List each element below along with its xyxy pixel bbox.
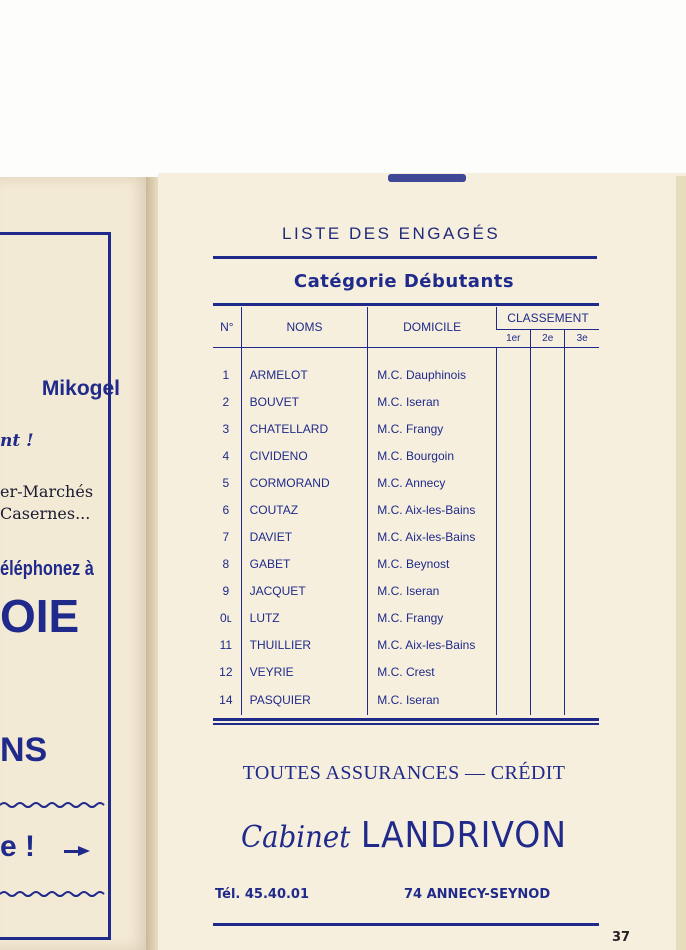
row-number: 12 (219, 664, 233, 679)
row-rank-1 (496, 577, 530, 604)
row-name: COUTAZ (241, 496, 368, 523)
row-number: 11 (219, 637, 233, 652)
table-bottom-rule-1 (213, 718, 599, 721)
row-name: THUILLIER (241, 631, 368, 658)
row-rank-3 (565, 550, 599, 577)
left-ad-e: e ! (0, 830, 36, 863)
row-name: GABET (241, 550, 368, 577)
row-number: 3 (222, 421, 230, 436)
row-number: 5 (222, 475, 230, 490)
row-rank-3 (565, 361, 599, 388)
ad-headline: TOUTES ASSURANCES — CRÉDIT (242, 762, 566, 784)
row-rank-3 (565, 442, 599, 469)
title-rule (213, 256, 597, 259)
row-rank-2 (531, 685, 565, 715)
row-domicile: M.C. Dauphinois (368, 361, 497, 388)
row-name: PASQUIER (241, 685, 368, 715)
table-bottom-rule-2 (213, 723, 599, 725)
row-rank-2 (531, 469, 565, 496)
table-row (213, 550, 599, 577)
row-rank-2 (531, 577, 565, 604)
row-rank-1 (496, 604, 530, 631)
left-ad-oie: OIE (0, 590, 80, 642)
row-name: LUTZ (241, 604, 368, 631)
left-ad-telephonez: éléphonez à (0, 558, 94, 580)
row-rank-2 (531, 361, 565, 388)
left-ad-wave-bottom (0, 890, 105, 898)
left-ad-marches: er-Marchés (0, 482, 94, 501)
left-ad-mikogel: Mikogel (41, 377, 120, 400)
row-name: VEYRIE (241, 658, 368, 685)
row-number: 6 (222, 502, 230, 517)
row-number: 1 (222, 367, 230, 382)
left-ad-slogan: nt ! (0, 431, 34, 451)
row-domicile: M.C. Frangy (368, 604, 497, 631)
row-rank-1 (496, 361, 530, 388)
header-rank-2: 2e (531, 329, 565, 347)
table-row (213, 415, 599, 442)
header-rank-3: 3e (565, 329, 599, 347)
table-row (213, 523, 599, 550)
row-rank-1 (496, 469, 530, 496)
row-rank-3 (565, 631, 599, 658)
row-rank-2 (531, 550, 565, 577)
right-page-edge (676, 176, 686, 950)
row-number: 4 (222, 448, 230, 463)
page-number: 37 (612, 930, 631, 945)
row-number: 7 (222, 529, 230, 544)
header-noms: NOMS (241, 307, 368, 347)
ad-cabinet-last: LANDRIVON (360, 815, 567, 856)
row-rank-1 (496, 631, 530, 658)
row-domicile: M.C. Annecy (368, 469, 497, 496)
row-rank-2 (531, 496, 565, 523)
row-domicile: M.C. Bourgoin (368, 442, 497, 469)
ad-cabinet-name (221, 815, 587, 856)
ad-bottom-rule (213, 923, 599, 926)
table-row (213, 577, 599, 604)
row-rank-2 (531, 388, 565, 415)
table-row (213, 685, 599, 715)
row-rank-1 (496, 388, 530, 415)
row-domicile: M.C. Frangy (368, 415, 497, 442)
entries-table (213, 307, 599, 715)
row-domicile: M.C. Crest (368, 658, 497, 685)
row-rank-1 (496, 658, 530, 685)
row-rank-2 (531, 442, 565, 469)
table-row (213, 388, 599, 415)
row-name: CHATELLARD (241, 415, 368, 442)
header-number: N° (220, 319, 234, 334)
row-rank-2 (531, 523, 565, 550)
row-rank-1 (496, 415, 530, 442)
row-rank-2 (531, 658, 565, 685)
category-heading: Catégorie Débutants (293, 271, 515, 292)
row-rank-3 (565, 469, 599, 496)
row-number: 9 (222, 583, 230, 598)
row-name: CORMORAND (241, 469, 368, 496)
row-domicile: M.C. Aix-les-Bains (368, 496, 497, 523)
left-ad-casernes: Casernes... (0, 504, 91, 523)
row-number: 8 (222, 556, 230, 571)
page-title: LISTE DES ENGAGÉS (282, 224, 501, 243)
table-row (213, 469, 599, 496)
row-rank-3 (565, 577, 599, 604)
row-name: DAVIET (241, 523, 368, 550)
row-domicile: M.C. Aix-les-Bains (368, 523, 497, 550)
row-rank-1 (496, 523, 530, 550)
row-number: 14 (219, 693, 233, 707)
row-name: BOUVET (241, 388, 368, 415)
ad-cabinet-first: Cabinet (241, 820, 351, 855)
left-ad-wave-top (0, 801, 105, 809)
row-rank-2 (531, 631, 565, 658)
header-domicile: DOMICILE (368, 307, 497, 347)
table-row (213, 658, 599, 685)
table-row (213, 604, 599, 631)
row-domicile: M.C. Iseran (368, 685, 497, 715)
row-rank-1 (496, 496, 530, 523)
ad-city: 74 ANNECY-SEYNOD (404, 887, 551, 902)
row-rank-1 (496, 442, 530, 469)
row-name: JACQUET (241, 577, 368, 604)
row-domicile: M.C. Iseran (368, 577, 497, 604)
row-number: 0ʟ (220, 610, 232, 625)
table-top-rule (213, 303, 599, 306)
row-name: ARMELOT (241, 361, 368, 388)
row-rank-3 (565, 658, 599, 685)
table-row (213, 361, 599, 388)
header-classement: CLASSEMENT (496, 307, 599, 329)
ad-telephone: Tél. 45.40.01 (215, 887, 310, 902)
row-rank-2 (531, 604, 565, 631)
row-rank-3 (565, 388, 599, 415)
table-row (213, 442, 599, 469)
row-rank-1 (496, 685, 530, 715)
row-domicile: M.C. Iseran (368, 388, 497, 415)
row-number: 2 (222, 394, 230, 409)
table-row (213, 496, 599, 523)
row-rank-2 (531, 415, 565, 442)
row-rank-3 (565, 523, 599, 550)
row-domicile: M.C. Aix-les-Bains (368, 631, 497, 658)
binding-tape (388, 174, 466, 182)
table-row (213, 631, 599, 658)
row-domicile: M.C. Beynost (368, 550, 497, 577)
row-rank-3 (565, 604, 599, 631)
header-rank-1: 1er (496, 329, 530, 347)
row-rank-3 (565, 685, 599, 715)
row-rank-3 (565, 496, 599, 523)
row-rank-1 (496, 550, 530, 577)
row-rank-3 (565, 415, 599, 442)
left-ad-ns: NS (0, 731, 48, 769)
row-name: CIVIDENO (241, 442, 368, 469)
pointing-hand-icon (64, 841, 92, 864)
